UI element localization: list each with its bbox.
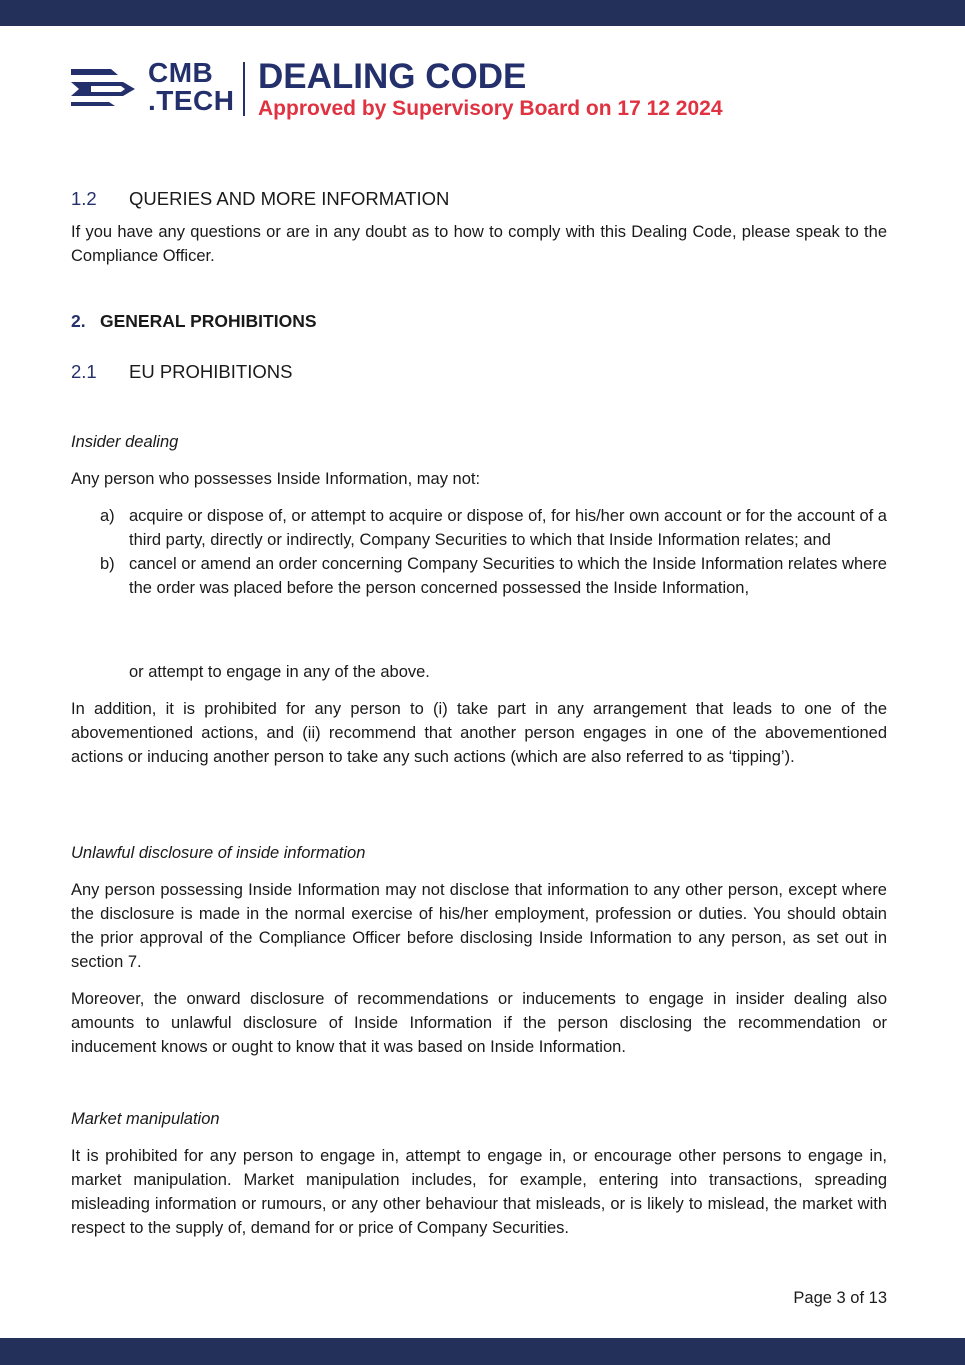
logo-line-tech: .TECH (148, 85, 235, 116)
list-item (71, 504, 887, 552)
page-number: Page 3 of 13 (793, 1289, 887, 1307)
unlawful-disclosure-para-2: Moreover, the onward disclosure of recommendations or inducements to engage in insider dealing also amounts to unlawful disclosure of Inside Information if the person disclosing the recommendation or inducement knows or ought to know that it was based on Inside Information. (71, 990, 887, 1056)
cmb-tech-logo-icon (71, 66, 137, 106)
bottom-banner (0, 1338, 965, 1365)
logo-wordmark (148, 59, 235, 115)
insider-dealing-heading: Insider dealing (71, 433, 179, 451)
section-number: 2. (71, 311, 86, 331)
insider-dealing-intro: Any person who possesses Inside Information, may not: (71, 470, 481, 488)
approval-subtitle: Approved by Supervisory Board on 17 12 2024 (258, 97, 723, 120)
list-item-text: cancel or amend an order concerning Company Securities to which the Inside Information relates where the order was placed before the person concerned possessed the Inside Information, (129, 555, 887, 597)
list-marker: a) (100, 507, 115, 525)
section-title: GENERAL PROHIBITIONS (100, 311, 317, 331)
unlawful-disclosure-heading: Unlawful disclosure of inside information (71, 844, 366, 862)
section-2-heading (71, 309, 887, 333)
section-title: QUERIES AND MORE INFORMATION (129, 188, 450, 209)
header-divider (243, 62, 245, 116)
document-header (71, 58, 891, 122)
market-manipulation-para: It is prohibited for any person to engage in, attempt to engage in, or encourage other persons to engage in, market manipulation. Market manipulation includes, for example, entering into transactions, spreading misleading information or rumours, or any other behaviour that misleads, or is likely to mislead, the market with respect to the supply of, demand for or price of Company Securities. (71, 1147, 887, 1237)
unlawful-disclosure-para-1: Any person possessing Inside Information may not disclose that information to any other person, except where the disclosure is made in the normal exercise of his/her employment, profession or duties. You should obtain the prior approval of the Compliance Officer before disclosing Inside Information to any person, as set out in section 7. (71, 881, 887, 971)
list-item (71, 552, 887, 600)
list-item-text: acquire or dispose of, or attempt to acquire or dispose of, for his/her own account or for the account of a third party, directly or indirectly, Company Securities to which that Inside Information relates; and (129, 507, 887, 549)
logo-line-cmb: CMB (148, 57, 214, 88)
document-title: DEALING CODE (258, 57, 527, 96)
section-1-2-text: If you have any questions or are in any doubt as to how to comply with this Dealing Code, please speak to the Compliance Officer. (71, 223, 887, 265)
section-1-2-heading (71, 187, 887, 211)
prohibition-list (71, 504, 887, 600)
insider-dealing-addition: In addition, it is prohibited for any person to (i) take part in any arrangement that leads to one of the abovementioned actions, and (ii) recommend that another person engages in one of the abovementioned actions or inducing another person to take any such actions (which are also referred to as ‘tipping’). (71, 700, 887, 766)
list-marker: b) (100, 555, 115, 573)
section-2-1-heading (71, 360, 887, 384)
section-number: 2.1 (71, 361, 97, 382)
section-title: EU PROHIBITIONS (129, 361, 293, 382)
market-manipulation-heading: Market manipulation (71, 1110, 220, 1128)
list-continuation: or attempt to engage in any of the above. (129, 663, 430, 681)
section-number: 1.2 (71, 188, 97, 209)
top-banner (0, 0, 965, 26)
